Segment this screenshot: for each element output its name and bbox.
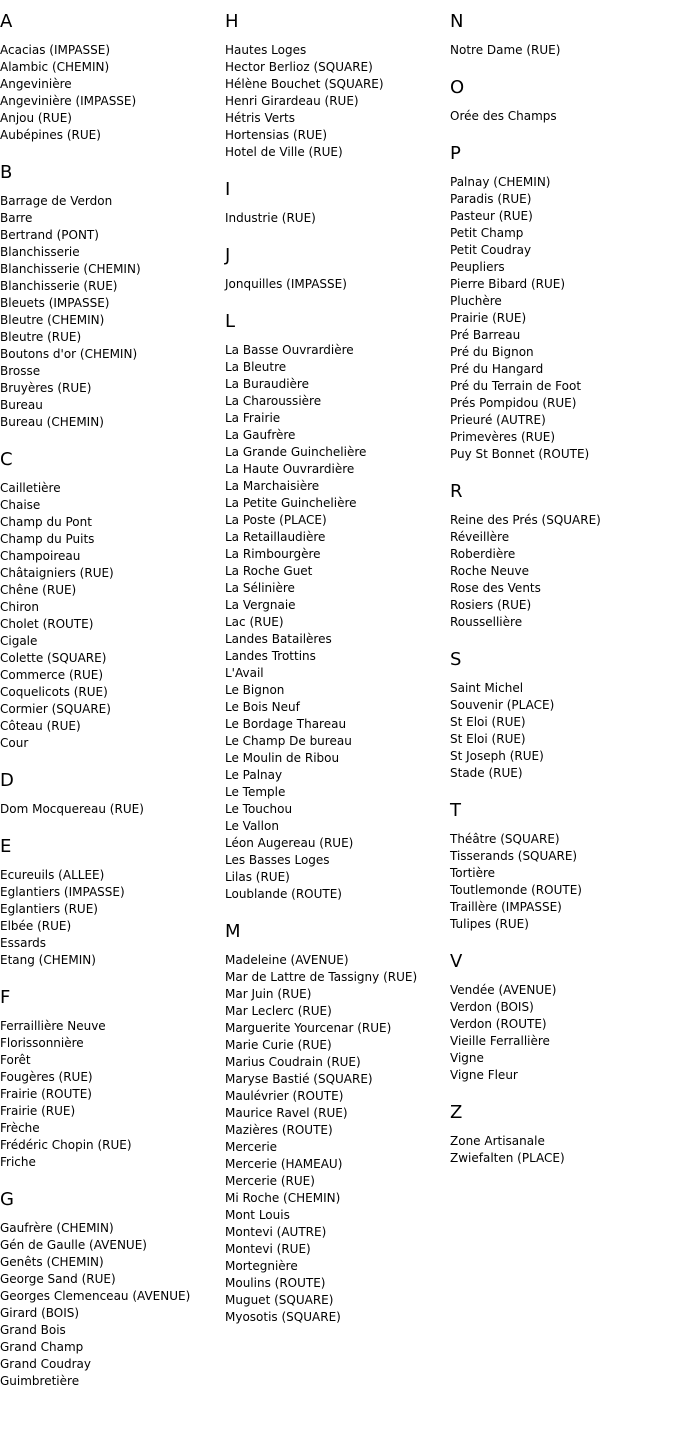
street-list <box>225 276 445 293</box>
street-link[interactable]: La Gaufrère <box>225 428 296 442</box>
letter-section <box>0 988 220 1171</box>
index-column <box>225 0 445 1345</box>
street-link[interactable]: Vieille Ferrallière <box>450 1034 550 1048</box>
street-link[interactable]: Reine des Prés (SQUARE) <box>450 513 601 527</box>
street-link[interactable]: Léon Augereau (RUE) <box>225 836 354 850</box>
street-link[interactable]: Hélène Bouchet (SQUARE) <box>225 77 384 91</box>
street-link[interactable]: La Poste (PLACE) <box>225 513 327 527</box>
street-link[interactable]: Peupliers <box>450 260 505 274</box>
street-link[interactable]: Traillère (IMPASSE) <box>450 900 562 914</box>
letter-heading: Z <box>450 1102 463 1123</box>
street-link[interactable]: Prés Pompidou (RUE) <box>450 396 577 410</box>
letter-section <box>225 180 445 227</box>
street-link[interactable]: Montevi (RUE) <box>225 1242 311 1256</box>
street-link[interactable]: Frairie (ROUTE) <box>0 1087 92 1101</box>
letter-heading: D <box>0 770 14 791</box>
street-link[interactable]: Pré du Hangard <box>450 362 544 376</box>
street-list <box>450 831 670 933</box>
street-link[interactable]: Mar Leclerc (RUE) <box>225 1004 332 1018</box>
street-link[interactable]: Eglantiers (IMPASSE) <box>0 885 125 899</box>
street-link[interactable]: Georges Clemenceau (AVENUE) <box>0 1289 191 1303</box>
street-link[interactable]: Girard (BOIS) <box>0 1306 80 1320</box>
street-link[interactable]: Angevinière <box>0 77 72 91</box>
street-link[interactable]: Maulévrier (ROUTE) <box>225 1089 344 1103</box>
street-link[interactable]: Hautes Loges <box>225 43 307 57</box>
street-link[interactable]: Dom Mocquereau (RUE) <box>0 802 144 816</box>
street-link[interactable]: Mar de Lattre de Tassigny (RUE) <box>225 970 418 984</box>
street-link[interactable]: Maurice Ravel (RUE) <box>225 1106 348 1120</box>
street-list <box>0 42 220 144</box>
letter-heading: J <box>225 245 231 266</box>
street-link[interactable]: Zone Artisanale <box>450 1134 545 1148</box>
letter-section <box>225 312 445 903</box>
street-list <box>0 1220 220 1390</box>
street-link[interactable]: Landes Batailères <box>225 632 332 646</box>
street-list <box>0 1018 220 1171</box>
street-list <box>450 108 670 125</box>
street-link[interactable]: Roberdière <box>450 547 516 561</box>
street-link[interactable]: Prieuré (AUTRE) <box>450 413 546 427</box>
street-link[interactable]: Grand Champ <box>0 1340 84 1354</box>
street-link[interactable]: Mercerie (HAMEAU) <box>225 1157 343 1171</box>
street-link[interactable]: Hortensias (RUE) <box>225 128 328 142</box>
street-link[interactable]: Théâtre (SQUARE) <box>450 832 560 846</box>
street-link[interactable]: Bertrand (PONT) <box>0 228 99 242</box>
letter-section <box>450 144 670 463</box>
street-link[interactable]: Le Touchou <box>225 802 293 816</box>
street-link[interactable]: Brosse <box>0 364 41 378</box>
street-link[interactable]: Mar Juin (RUE) <box>225 987 312 1001</box>
street-link[interactable]: George Sand (RUE) <box>0 1272 116 1286</box>
street-link[interactable]: Guimbretière <box>0 1374 80 1388</box>
street-link[interactable]: Elbée (RUE) <box>0 919 72 933</box>
street-list <box>225 342 445 903</box>
street-link[interactable]: La Haute Ouvrardière <box>225 462 355 476</box>
street-link[interactable]: Le Temple <box>225 785 286 799</box>
street-link[interactable]: Châtaigniers (RUE) <box>0 566 114 580</box>
letter-heading: V <box>450 951 463 972</box>
street-link[interactable]: Vigne Fleur <box>450 1068 518 1082</box>
street-link[interactable]: Vendée (AVENUE) <box>450 983 557 997</box>
street-link[interactable]: Orée des Champs <box>450 109 557 123</box>
street-link[interactable]: Cour <box>0 736 29 750</box>
index-column <box>0 0 220 1409</box>
street-link[interactable]: Madeleine (AVENUE) <box>225 953 349 967</box>
street-link[interactable]: Le Palnay <box>225 768 283 782</box>
street-link[interactable]: Roussellière <box>450 615 523 629</box>
street-link[interactable]: Le Bignon <box>225 683 285 697</box>
street-link[interactable]: Hector Berlioz (SQUARE) <box>225 60 373 74</box>
letter-section <box>0 837 220 969</box>
street-link[interactable]: La Basse Ouvrardière <box>225 343 354 357</box>
street-link[interactable]: Prairie (RUE) <box>450 311 527 325</box>
street-link[interactable]: Bleuets (IMPASSE) <box>0 296 110 310</box>
street-link[interactable]: Fougères (RUE) <box>0 1070 93 1084</box>
street-list <box>450 680 670 782</box>
street-link[interactable]: Chêne (RUE) <box>0 583 77 597</box>
street-list <box>225 210 445 227</box>
letter-heading: T <box>450 800 461 821</box>
letter-section <box>450 482 670 631</box>
street-link[interactable]: Pré Barreau <box>450 328 521 342</box>
street-link[interactable]: Gaufrère (CHEMIN) <box>0 1221 114 1235</box>
street-link[interactable]: Champ du Pont <box>0 515 92 529</box>
street-link[interactable]: Primevères (RUE) <box>450 430 556 444</box>
street-link[interactable]: Bureau (CHEMIN) <box>0 415 104 429</box>
street-link[interactable]: Loublande (ROUTE) <box>225 887 342 901</box>
street-link[interactable]: Genêts (CHEMIN) <box>0 1255 104 1269</box>
street-link[interactable]: Industrie (RUE) <box>225 211 316 225</box>
street-link[interactable]: Blanchisserie (CHEMIN) <box>0 262 141 276</box>
street-link[interactable]: Réveillère <box>450 530 510 544</box>
street-link[interactable]: Saint Michel <box>450 681 524 695</box>
street-link[interactable]: Pré du Terrain de Foot <box>450 379 582 393</box>
street-link[interactable]: Tortière <box>450 866 496 880</box>
street-list <box>450 42 670 59</box>
street-list <box>0 867 220 969</box>
street-link[interactable]: Le Vallon <box>225 819 279 833</box>
letter-section <box>450 650 670 782</box>
street-link[interactable]: Jonquilles (IMPASSE) <box>225 277 347 291</box>
letter-heading: E <box>0 836 12 857</box>
street-link[interactable]: Myosotis (SQUARE) <box>225 1310 341 1324</box>
street-link[interactable]: Florissonnière <box>0 1036 84 1050</box>
street-link[interactable]: Toutlemonde (ROUTE) <box>450 883 582 897</box>
street-link[interactable]: Cholet (ROUTE) <box>0 617 94 631</box>
letter-heading: M <box>225 921 241 942</box>
street-link[interactable]: Champoireau <box>0 549 81 563</box>
letter-section <box>450 78 670 125</box>
street-link[interactable]: St Eloi (RUE) <box>450 732 526 746</box>
letter-heading: C <box>0 449 13 470</box>
letter-heading: F <box>0 987 11 1008</box>
street-link[interactable]: Ecureuils (ALLEE) <box>0 868 105 882</box>
letter-section <box>0 771 220 818</box>
letter-section <box>225 12 445 161</box>
street-link[interactable]: Henri Girardeau (RUE) <box>225 94 359 108</box>
street-link[interactable]: Les Basses Loges <box>225 853 330 867</box>
street-link[interactable]: Grand Bois <box>0 1323 66 1337</box>
street-link[interactable]: Bleutre (RUE) <box>0 330 82 344</box>
street-link[interactable]: Mortegnière <box>225 1259 298 1273</box>
street-link[interactable]: Anjou (RUE) <box>0 111 72 125</box>
street-link[interactable]: Côteau (RUE) <box>0 719 81 733</box>
street-link[interactable]: Rose des Vents <box>450 581 541 595</box>
street-list <box>450 982 670 1084</box>
street-link[interactable]: La Frairie <box>225 411 281 425</box>
street-link[interactable]: Bureau <box>0 398 43 412</box>
letter-section <box>450 801 670 933</box>
street-link[interactable]: Eglantiers (RUE) <box>0 902 98 916</box>
street-link[interactable]: Le Moulin de Ribou <box>225 751 340 765</box>
street-link[interactable]: La Buraudière <box>225 377 309 391</box>
street-list <box>225 42 445 161</box>
street-link[interactable]: La Grande Guinchelière <box>225 445 367 459</box>
street-list <box>0 480 220 752</box>
street-link[interactable]: Essards <box>0 936 47 950</box>
street-link[interactable]: Boutons d'or (CHEMIN) <box>0 347 138 361</box>
street-link[interactable]: La Retaillaudière <box>225 530 326 544</box>
street-link[interactable]: Barrage de Verdon <box>0 194 113 208</box>
street-link[interactable]: La Marchaisière <box>225 479 320 493</box>
street-link[interactable]: Petit Coudray <box>450 243 532 257</box>
street-link[interactable]: La Sélinière <box>225 581 295 595</box>
letter-heading: H <box>225 11 239 32</box>
street-link[interactable]: Chiron <box>0 600 39 614</box>
street-link[interactable]: Pré du Bignon <box>450 345 534 359</box>
street-link[interactable]: Roche Neuve <box>450 564 529 578</box>
street-link[interactable]: Cigale <box>0 634 38 648</box>
street-link[interactable]: Mazières (ROUTE) <box>225 1123 333 1137</box>
street-link[interactable]: Paradis (RUE) <box>450 192 532 206</box>
letter-heading: L <box>225 311 236 332</box>
street-link[interactable]: Cailletière <box>0 481 61 495</box>
street-link[interactable]: Le Bordage Thareau <box>225 717 347 731</box>
street-link[interactable]: Le Champ De bureau <box>225 734 352 748</box>
letter-heading: P <box>450 143 461 164</box>
street-link[interactable]: Alambic (CHEMIN) <box>0 60 110 74</box>
letter-heading: O <box>450 77 465 98</box>
street-list <box>450 174 670 463</box>
street-link[interactable]: Landes Trottins <box>225 649 316 663</box>
street-link[interactable]: Frairie (RUE) <box>0 1104 76 1118</box>
street-link[interactable]: L'Avail <box>225 666 264 680</box>
street-link[interactable]: Grand Coudray <box>0 1357 91 1371</box>
street-list <box>0 193 220 431</box>
street-link[interactable]: Lilas (RUE) <box>225 870 290 884</box>
street-link[interactable]: Frédéric Chopin (RUE) <box>0 1138 132 1152</box>
letter-section <box>225 246 445 293</box>
street-link[interactable]: Pluchère <box>450 294 502 308</box>
street-link[interactable]: La Rimbourgère <box>225 547 321 561</box>
street-link[interactable]: Mercerie (RUE) <box>225 1174 315 1188</box>
street-link[interactable]: Le Bois Neuf <box>225 700 300 714</box>
street-link[interactable]: Hotel de Ville (RUE) <box>225 145 343 159</box>
letter-section <box>0 1190 220 1390</box>
street-list <box>225 952 445 1326</box>
street-link[interactable]: Maryse Bastié (SQUARE) <box>225 1072 373 1086</box>
street-link[interactable]: Forêt <box>0 1053 31 1067</box>
street-link[interactable]: Aubépines (RUE) <box>0 128 101 142</box>
street-link[interactable]: Marius Coudrain (RUE) <box>225 1055 361 1069</box>
street-link[interactable]: Verdon (BOIS) <box>450 1000 534 1014</box>
letter-heading: R <box>450 481 463 502</box>
street-link[interactable]: Chaise <box>0 498 41 512</box>
street-link[interactable]: Bruyères (RUE) <box>0 381 92 395</box>
street-link[interactable]: Moulins (ROUTE) <box>225 1276 326 1290</box>
street-list <box>0 801 220 818</box>
street-link[interactable]: Etang (CHEMIN) <box>0 953 96 967</box>
street-link[interactable]: St Joseph (RUE) <box>450 749 544 763</box>
letter-heading: N <box>450 11 464 32</box>
street-link[interactable]: Hétris Verts <box>225 111 295 125</box>
street-link[interactable]: Commerce (RUE) <box>0 668 104 682</box>
letter-section <box>450 12 670 59</box>
street-link[interactable]: Bleutre (CHEMIN) <box>0 313 105 327</box>
street-link[interactable]: Blanchisserie <box>0 245 80 259</box>
street-link[interactable]: Mont Louis <box>225 1208 290 1222</box>
street-link[interactable]: Puy St Bonnet (ROUTE) <box>450 447 590 461</box>
street-link[interactable]: Cormier (SQUARE) <box>0 702 111 716</box>
street-link[interactable]: Notre Dame (RUE) <box>450 43 561 57</box>
street-link[interactable]: La Vergnaie <box>225 598 296 612</box>
letter-heading: I <box>225 179 231 200</box>
street-link[interactable]: Frèche <box>0 1121 40 1135</box>
street-link[interactable]: La Roche Guet <box>225 564 313 578</box>
street-list <box>450 512 670 631</box>
street-link[interactable]: Montevi (AUTRE) <box>225 1225 327 1239</box>
street-link[interactable]: Angevinière (IMPASSE) <box>0 94 137 108</box>
letter-heading: S <box>450 649 462 670</box>
letter-heading: B <box>0 162 13 183</box>
letter-section <box>0 450 220 752</box>
street-link[interactable]: Tulipes (RUE) <box>450 917 529 931</box>
letter-section <box>450 952 670 1084</box>
index-column <box>450 0 670 1186</box>
street-link[interactable]: Barre <box>0 211 33 225</box>
street-link[interactable]: Coquelicots (RUE) <box>0 685 108 699</box>
street-link[interactable]: Marie Curie (RUE) <box>225 1038 332 1052</box>
letter-section <box>0 12 220 144</box>
street-link[interactable]: Marguerite Yourcenar (RUE) <box>225 1021 392 1035</box>
street-link[interactable]: Rosiers (RUE) <box>450 598 532 612</box>
letter-heading: A <box>0 11 13 32</box>
street-link[interactable]: Blanchisserie (RUE) <box>0 279 118 293</box>
street-link[interactable]: Verdon (ROUTE) <box>450 1017 547 1031</box>
street-link[interactable]: Lac (RUE) <box>225 615 284 629</box>
street-link[interactable]: Vigne <box>450 1051 484 1065</box>
street-link[interactable]: Colette (SQUARE) <box>0 651 107 665</box>
street-link[interactable]: Zwiefalten (PLACE) <box>450 1151 565 1165</box>
street-link[interactable]: Palnay (CHEMIN) <box>450 175 551 189</box>
street-link[interactable]: La Bleutre <box>225 360 287 374</box>
street-link[interactable]: St Eloi (RUE) <box>450 715 526 729</box>
street-link[interactable]: Mi Roche (CHEMIN) <box>225 1191 341 1205</box>
letter-heading: G <box>0 1189 14 1210</box>
street-link[interactable]: La Charoussière <box>225 394 322 408</box>
street-link[interactable]: Pierre Bibard (RUE) <box>450 277 566 291</box>
street-link[interactable]: Gén de Gaulle (AVENUE) <box>0 1238 147 1252</box>
letter-section <box>0 163 220 431</box>
street-link[interactable]: Pasteur (RUE) <box>450 209 533 223</box>
street-link[interactable]: Petit Champ <box>450 226 524 240</box>
street-link[interactable]: Tisserands (SQUARE) <box>450 849 578 863</box>
street-link[interactable]: Souvenir (PLACE) <box>450 698 555 712</box>
street-link[interactable]: Muguet (SQUARE) <box>225 1293 334 1307</box>
street-link[interactable]: Friche <box>0 1155 36 1169</box>
street-link[interactable]: Champ du Puits <box>0 532 95 546</box>
letter-section <box>225 922 445 1326</box>
street-link[interactable]: La Petite Guinchelière <box>225 496 357 510</box>
street-link[interactable]: Acacias (IMPASSE) <box>0 43 111 57</box>
street-link[interactable]: Mercerie <box>225 1140 278 1154</box>
street-list <box>450 1133 670 1167</box>
street-link[interactable]: Stade (RUE) <box>450 766 523 780</box>
letter-section <box>450 1103 670 1167</box>
street-link[interactable]: Ferraillière Neuve <box>0 1019 106 1033</box>
